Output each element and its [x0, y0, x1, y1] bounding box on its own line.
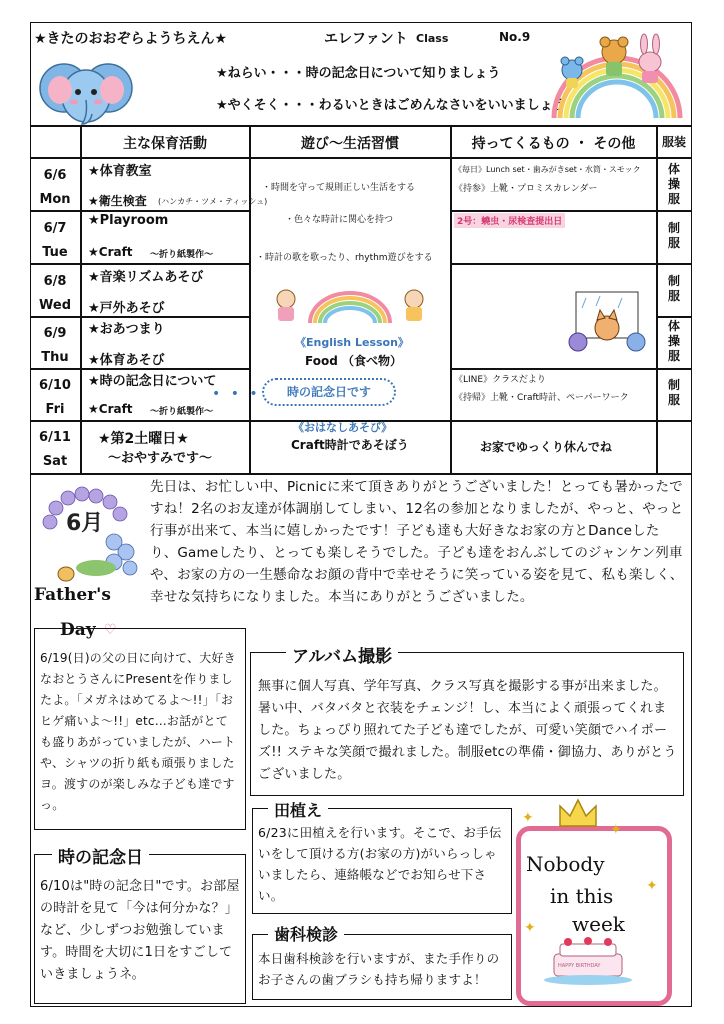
uniform-tue: 制服 — [667, 221, 680, 250]
activity-2-note: ～折り紙製作～ — [150, 407, 214, 417]
kinenbi-title: 時の記念日 — [52, 843, 149, 868]
activity-1: ★第2土曜日★ — [98, 431, 189, 447]
kinenbi-cloud-text: 時の記念日です — [286, 385, 371, 399]
play-line-2: ・色々な時計に関心を持つ — [285, 215, 394, 225]
class-name: エレファント — [324, 31, 408, 47]
sparkle-icon: ✦ — [524, 920, 536, 936]
crown-icon — [556, 796, 600, 830]
uniform-mon: 体操服 — [667, 162, 680, 206]
day-date: 6/6 — [43, 168, 67, 183]
bring-tue: 2号：蟯虫・尿検査提出日 — [454, 213, 565, 228]
activity-1: ★音楽リズムあそび — [88, 270, 204, 285]
play-line-1: ・時間を守って規則正しい生活をする — [262, 183, 416, 193]
activity-1: ★時の記念日について — [88, 374, 217, 389]
bring-sat: お家でゆっくり休んでね — [480, 440, 612, 454]
activity-1: ★Playroom — [88, 213, 169, 228]
activity-1: ★体育教室 — [88, 164, 152, 179]
english-lesson-body: Food （食べ物） — [305, 354, 402, 368]
sparkle-icon: ✦ — [646, 878, 658, 894]
activity-2: ★戸外あそび — [88, 301, 165, 316]
bring-fri-1: 《LINE》クラスだより — [454, 375, 546, 385]
bring-fri-2: 《持帰》上靴・Craft時計、ペーパーワーク — [454, 393, 629, 403]
nobody-line-3: week — [572, 912, 625, 936]
dots-decoration: • • • — [212, 386, 261, 402]
day-date: 6/10 — [39, 378, 71, 393]
activity-2: ★体育あそび — [88, 353, 165, 368]
school-name: ★きたのおおぞらようちえん★ — [34, 31, 228, 47]
day-date: 6/11 — [39, 430, 71, 445]
nobody-line-1: Nobody — [526, 852, 605, 876]
uniform-thu: 体操服 — [667, 319, 680, 363]
ohanashi-body: Craft時計であそぼう — [291, 438, 409, 452]
day-dow: Sat — [42, 454, 68, 469]
promise-text: ★やくそく・・・わるいときはごめんなさいをいいましょう — [216, 98, 566, 113]
bring-mon-2: 《持参》上靴・プロミスカレンダー — [454, 184, 598, 194]
ohanashi-title: 《おはなしあそび》 — [293, 421, 393, 434]
issue-number: No.9 — [499, 30, 531, 44]
taue-title: 田植え — [268, 798, 328, 821]
class-word: Class — [416, 32, 449, 45]
uniform-fri: 制服 — [667, 378, 680, 407]
day-date: 6/7 — [43, 221, 67, 236]
album-body: 無事に個人写真、学年写真、クラス写真を撮影する事が出来ました。暑い中、バタバタと衣装をチェンジ！し、本当によく頑張ってくれました。ちょっぴり照れてた子ども達でしたが、可愛い笑顔でハイポーズ!! ステキな笑顔で撮れました。制服etcの準備・御協力、ありがとうございました。 — [258, 679, 677, 782]
month-badge: 6月 — [66, 511, 104, 536]
intro-paragraph: 先日は、お忙しい中、Picnicに来て頂きありがとうございました！とっても暑かったですね！2名のお友達が体調崩してしまい、12名の参加となりましたが、やっと、やっと行事が出来て、本当に嬉しかったです！子ども達も大好きなお家の方とDanceしたり、Gameしたり、とっても楽しそうでした。子ども達をおんぶしてのジャンケン列車や、お家の方の一生懸命なお顔の背中で幸せそうに笑っている姿を見て、私も楽しく、幸せな気持ちになりました。本当にありがとうございました。 — [150, 479, 684, 605]
heart-icon: ♡ — [104, 622, 117, 638]
day-dow: Mon — [39, 192, 71, 207]
activity-2-note: ～折り紙製作～ — [150, 250, 214, 260]
activity-2: ～おやすみです～ — [108, 451, 213, 466]
activity-2-note: (ハンカチ・ツメ・ティッシュ) — [158, 197, 268, 206]
fathers-day-title-2: Day — [60, 620, 96, 640]
day-dow: Thu — [41, 350, 69, 365]
fathers-day-body: 6/19(日)の父の日に向けて、大好きなおとうさんにPresentを作りましたよ。「メガネはめてるよ～!!」「おヒゲ痛いよ～!!」etc…お話がとても盛りあがっていましたが、ハートや、シャツの折り紙も頑張りましたヨ。渡すのが楽しみな子ども達ですっ。 — [40, 651, 236, 812]
kinenbi-cloud — [262, 378, 396, 406]
activity-2: ★Craft — [88, 402, 133, 416]
album-title: アルバム撮影 — [286, 642, 398, 667]
col-header-uniform: 服装 — [661, 135, 686, 149]
nobody-line-2: in this — [550, 884, 614, 908]
col-header-activities: 主な保育活動 — [123, 136, 207, 152]
day-date: 6/8 — [43, 274, 67, 289]
rain-window-icon — [566, 288, 648, 352]
fathers-day-title: Father's — [34, 585, 111, 605]
bring-mon-1: 《毎日》Lunch set・歯みがきset・水筒・スモック — [454, 165, 641, 174]
sparkle-icon: ✦ — [610, 822, 622, 838]
activity-2: ★Craft — [88, 245, 133, 259]
taue-body: 6/23に田植えを行います。そこで、お手伝いをして頂ける方(お家の方)がいらっしゃいましたら、連絡帳などでお知らせ下さい。 — [258, 825, 502, 903]
birthday-cake-icon — [540, 936, 636, 986]
activity-1: ★おあつまり — [88, 322, 165, 337]
kids-rainbow-icon — [270, 285, 430, 327]
kinenbi-body: 6/10は"時の記念日"です。お部屋の時計を見て「今は何分かな？」など、少しずつお勉強しています。時間を大切に1日をすごしていきましょうネ。 — [40, 879, 240, 982]
shika-title: 歯科検診 — [268, 922, 344, 945]
aim-text: ★ねらい・・・時の記念日について知りましょう — [216, 66, 501, 81]
play-line-3: ・時計の歌を歌ったり、rhythm遊びをする — [256, 253, 433, 263]
sparkle-icon: ✦ — [522, 810, 534, 826]
col-header-bring: 持ってくるもの ・ その他 — [471, 136, 636, 152]
day-date: 6/9 — [43, 326, 67, 341]
day-dow: Tue — [42, 245, 68, 260]
rainbow-animals-icon — [550, 30, 685, 122]
shika-body: 本日歯科検診を行いますが、また手作りのお子さんの歯ブラシも持ち帰りますよ！ — [258, 951, 500, 987]
day-dow: Fri — [45, 402, 65, 417]
day-dow: Wed — [39, 298, 71, 313]
activity-2: ★衛生検査 — [88, 194, 147, 208]
elephant-icon — [36, 56, 136, 136]
english-lesson-title: 《English Lesson》 — [295, 336, 409, 349]
col-header-play: 遊び～生活習慣 — [301, 136, 399, 152]
uniform-wed: 制服 — [667, 274, 680, 303]
cake-text: HAPPY BIRTHDAY — [558, 963, 601, 969]
